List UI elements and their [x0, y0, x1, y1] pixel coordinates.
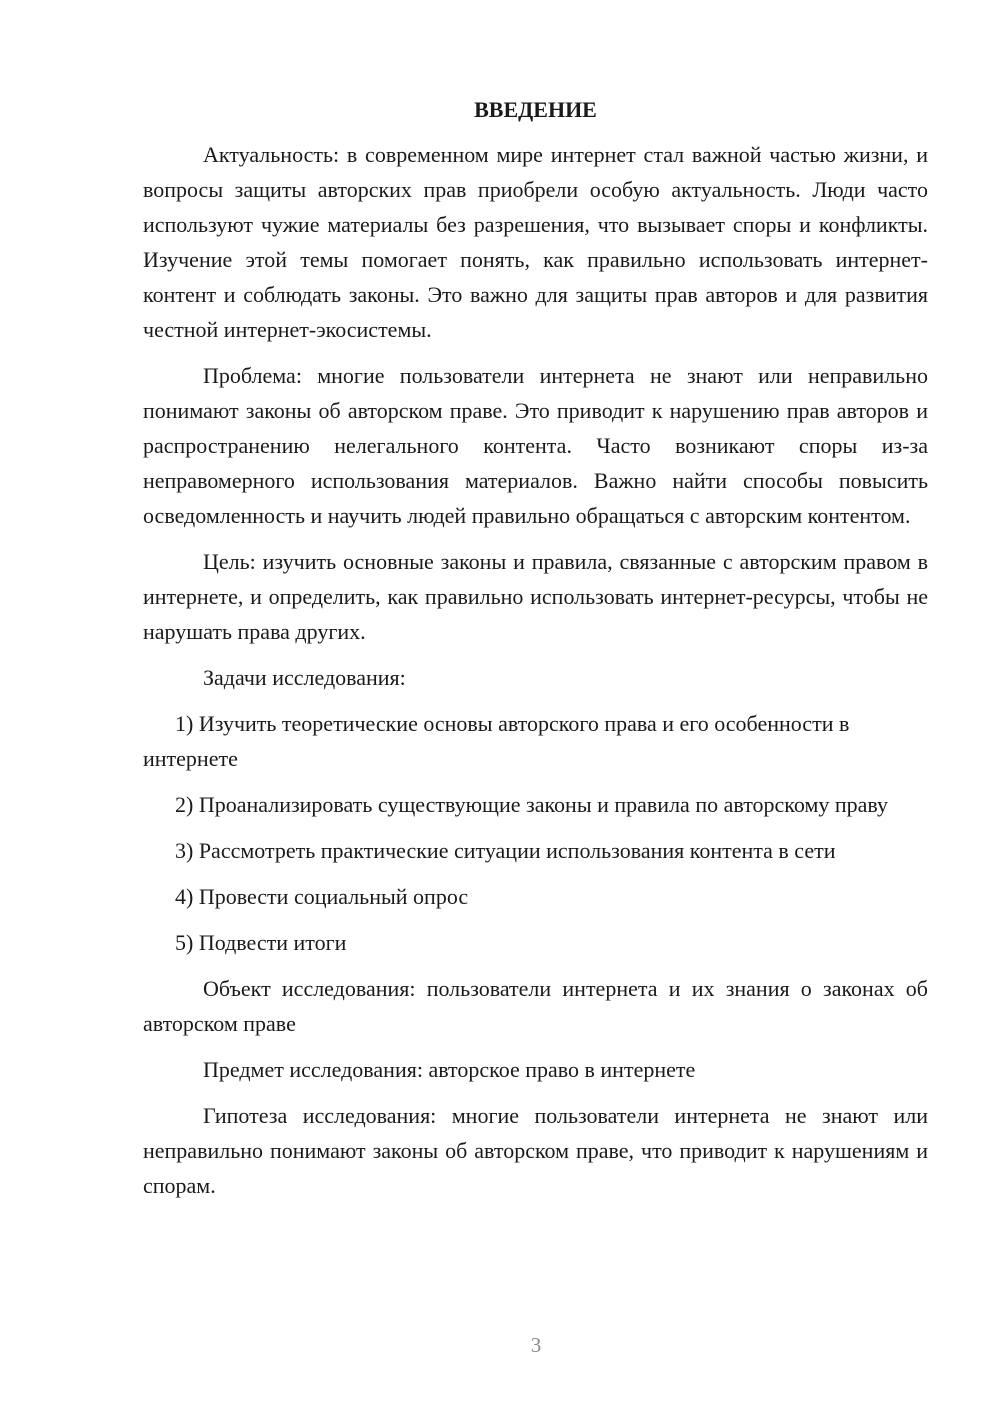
object-paragraph: Объект исследования: пользователи интернета и их знания о законах об авторском праве [143, 976, 928, 1036]
task-item-3: 3) Рассмотреть практические ситуации использования контента в сети [175, 838, 836, 863]
subject-paragraph: Предмет исследования: авторское право в интернете [203, 1057, 696, 1082]
relevance-paragraph: Актуальность: в современном мире интернет стал важной частью жизни, и вопросы защиты авторских прав приобрели особую актуальность. Люди часто используют чужие материалы без разрешения, что вызывает споры и конфликты. Изучение этой темы помогает понять, как правильно использовать интернет-контент и соблюдать законы. Это важно для защиты прав авторов и для развития честной интернет-экосистемы. [143, 142, 928, 342]
task-item-2: 2) Проанализировать существующие законы и правила по авторскому праву [175, 792, 889, 817]
hypothesis-paragraph: Гипотеза исследования: многие пользователи интернета не знают или неправильно понимают законы об авторском праве, что приводит к нарушениям и спорам. [143, 1103, 928, 1198]
document-page [143, 95, 928, 1214]
task-item-1: 1) Изучить теоретические основы авторского права и его особенности в интернете [143, 711, 850, 771]
tasks-title: Задачи исследования: [203, 665, 406, 690]
problem-paragraph: Проблема: многие пользователи интернета не знают или неправильно понимают законы об авторском праве. Это приводит к нарушению прав авторов и распространению нелегального контента. Часто возникают споры из-за неправомерного использования материалов. Важно найти способы повысить осведомленность и научить людей правильно обращаться с авторским контентом. [143, 363, 928, 528]
task-item-4: 4) Провести социальный опрос [175, 884, 469, 909]
section-heading: ВВЕДЕНИЕ [474, 97, 597, 122]
tasks-list [143, 706, 928, 960]
page-number: 3 [530, 1333, 542, 1357]
task-item-5: 5) Подвести итоги [175, 930, 347, 955]
goal-paragraph: Цель: изучить основные законы и правила, связанные с авторским правом в интернете, и определить, как правильно использовать интернет-ресурсы, чтобы не нарушать права других. [143, 549, 928, 644]
